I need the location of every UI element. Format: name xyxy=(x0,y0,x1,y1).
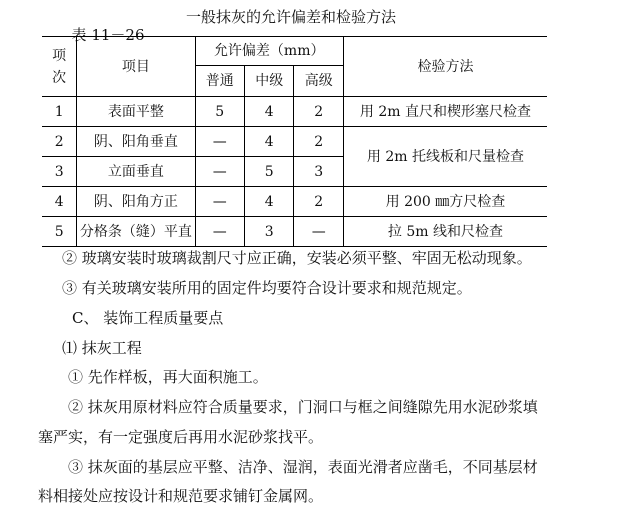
table-title: 一般抹灰的允许偏差和检验方法 xyxy=(186,8,397,26)
cell-medium: 4 xyxy=(244,97,293,127)
cell-item: 阴、阳角方正 xyxy=(77,187,195,217)
header-deviation: 允许偏差（mm） xyxy=(195,37,343,66)
table-row xyxy=(42,217,547,247)
cell-medium: 5 xyxy=(244,157,293,187)
paragraph: ③ 抹灰面的基层应平整、洁净、湿润，表面光滑者应凿毛，不同基层材 xyxy=(68,458,538,476)
paragraph: ③ 有关玻璃安装所用的固定件均要符合设计要求和规范规定。 xyxy=(62,279,472,297)
paragraph: ② 抹灰用原材料应符合质量要求，门洞口与框之间缝隙先用水泥砂浆填 xyxy=(68,398,538,416)
subsection-heading: ⑴ 抹灰工程 xyxy=(62,339,142,357)
section-heading: C、 装饰工程质量要点 xyxy=(72,309,224,327)
paragraph-continuation: 料相接处应按设计和规范要求铺钉金属网。 xyxy=(38,487,324,505)
cell-num: 2 xyxy=(42,127,77,157)
header-level-normal: 普通 xyxy=(195,66,244,97)
cell-num: 4 xyxy=(42,187,77,217)
table-row xyxy=(42,97,547,127)
header-num: 项 次 xyxy=(42,37,77,97)
cell-method: 拉 5m 线和尺检查 xyxy=(343,217,547,247)
cell-method: 用 2m 直尺和楔形塞尺检查 xyxy=(343,97,547,127)
cell-normal: 5 xyxy=(195,97,244,127)
cell-item: 阴、阳角垂直 xyxy=(77,127,195,157)
cell-item: 立面垂直 xyxy=(77,157,195,187)
paragraph: ① 先作样板，再大面积施工。 xyxy=(68,368,268,386)
table-row xyxy=(42,187,547,217)
cell-item: 分格条（缝）平直 xyxy=(77,217,195,247)
cell-high: 2 xyxy=(294,187,343,217)
cell-normal: — xyxy=(195,127,244,157)
cell-normal: — xyxy=(195,157,244,187)
header-method: 检验方法 xyxy=(343,37,547,97)
cell-num: 5 xyxy=(42,217,77,247)
cell-num: 1 xyxy=(42,97,77,127)
cell-num: 3 xyxy=(42,157,77,187)
paragraph: ② 玻璃安装时玻璃裁割尺寸应正确，安装必须平整、牢固无松动现象。 xyxy=(62,249,532,267)
cell-high: 2 xyxy=(294,127,343,157)
header-level-medium: 中级 xyxy=(244,66,293,97)
cell-medium: 4 xyxy=(244,187,293,217)
paragraph-continuation: 塞严实，有一定强度后再用水泥砂浆找平。 xyxy=(38,428,324,446)
cell-high: 3 xyxy=(294,157,343,187)
tolerance-table xyxy=(42,36,547,247)
cell-medium: 3 xyxy=(244,217,293,247)
cell-normal: — xyxy=(195,187,244,217)
cell-medium: 4 xyxy=(244,127,293,157)
cell-method-merged: 用 2m 托线板和尺量检查 xyxy=(343,127,547,187)
cell-high: — xyxy=(294,217,343,247)
cell-item: 表面平整 xyxy=(77,97,195,127)
table-row xyxy=(42,127,547,157)
cell-normal: — xyxy=(195,217,244,247)
cell-method: 用 200 ㎜方尺检查 xyxy=(343,187,547,217)
cell-high: 2 xyxy=(294,97,343,127)
header-item: 项目 xyxy=(77,37,195,97)
header-level-high: 高级 xyxy=(294,66,343,97)
table-number: 表 11－26 xyxy=(71,26,145,44)
